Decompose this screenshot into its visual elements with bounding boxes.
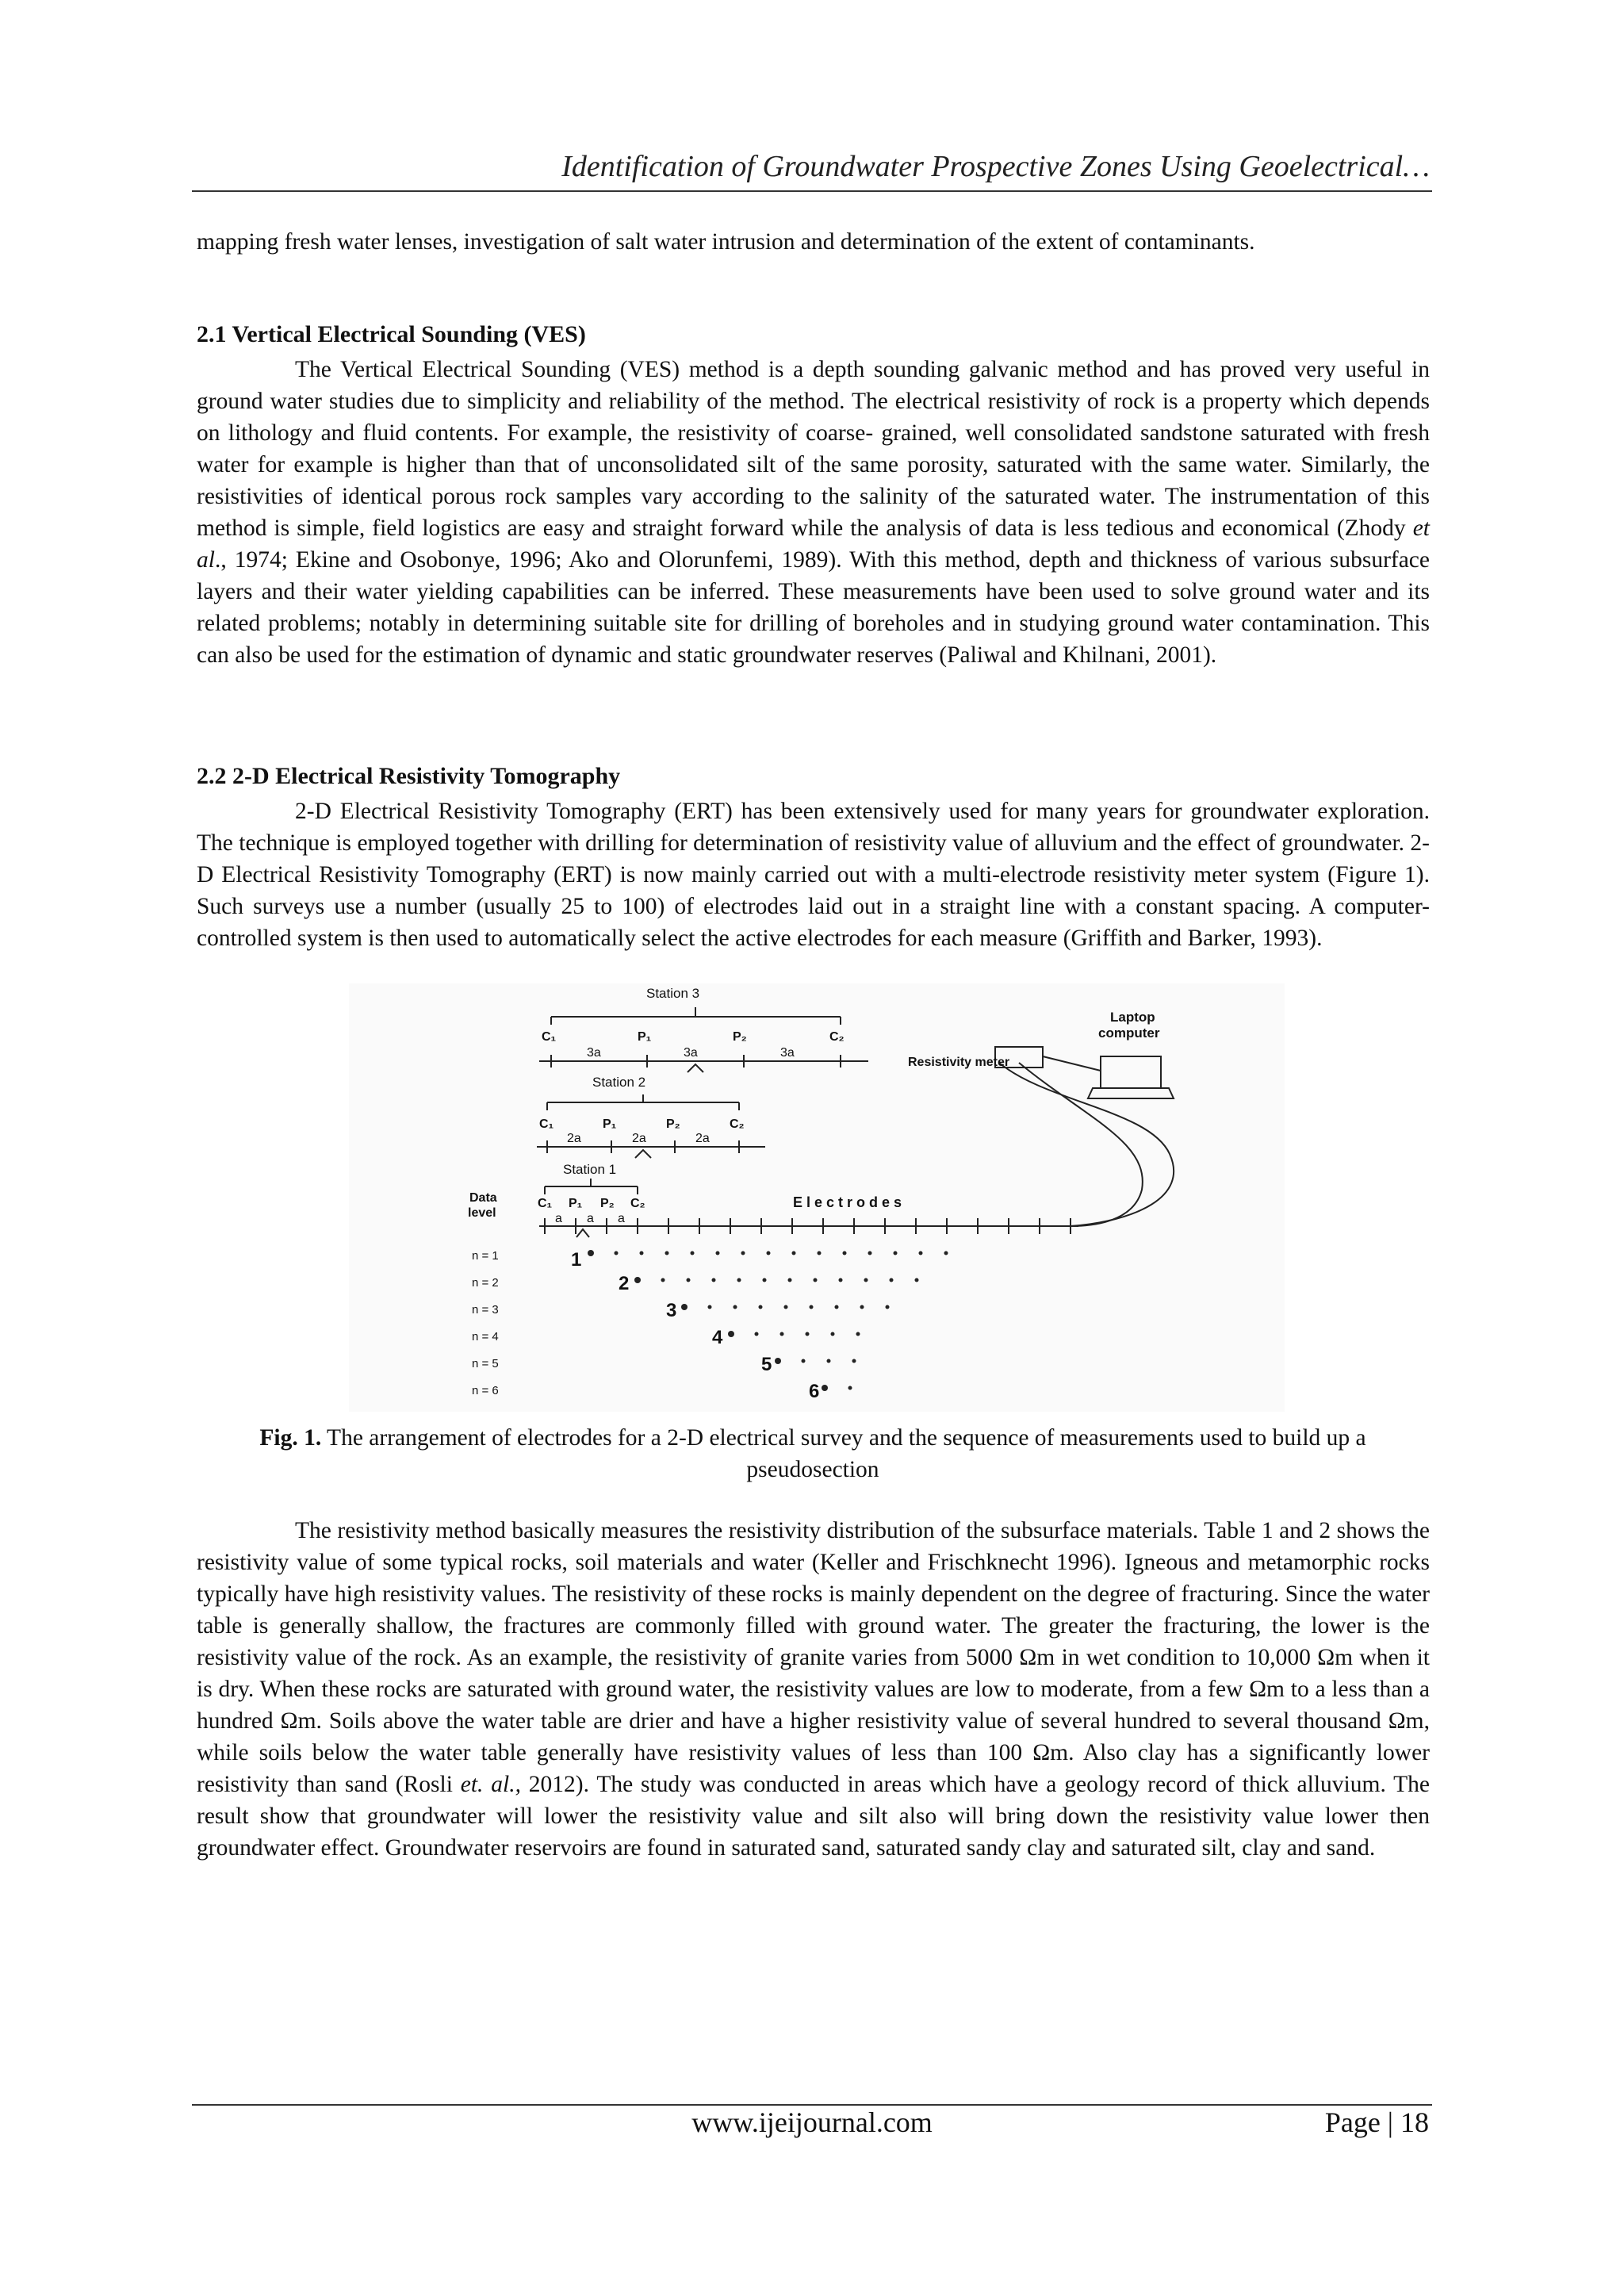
s1-c1: C₁ <box>538 1197 553 1210</box>
ves-text-italic: et al <box>197 516 1430 573</box>
pseudo-dot <box>864 1278 868 1282</box>
pseudo-dot <box>818 1251 822 1255</box>
pseudo-dot <box>886 1305 890 1309</box>
s1-space-3: a <box>618 1212 625 1225</box>
resistivity-paragraph <box>197 1515 1430 1864</box>
pseudo-dot <box>856 1332 860 1336</box>
section-2-2-heading: 2.2 2-D Electrical Resistivity Tomography <box>197 763 621 789</box>
pseudo-dot <box>728 1331 734 1337</box>
pseudo-dot <box>755 1332 759 1336</box>
pseudo-dot <box>894 1251 898 1255</box>
meter-label: Resistivity meter <box>908 1056 1010 1069</box>
s3-space-2: 3a <box>684 1046 698 1060</box>
level-n1: n = 1 <box>472 1249 499 1263</box>
marker-2: 2 <box>619 1273 630 1294</box>
running-header: Identification of Groundwater Prospective Zones Using Geoelectrical… <box>561 150 1430 183</box>
section-body-3 <box>197 1515 1430 1864</box>
pseudo-dot <box>661 1278 665 1282</box>
pseudo-dot <box>708 1305 712 1309</box>
ves-text-b: ., 1974; Ekine and Osobonye, 1996; Ako and Olorunfemi, 1989). With this method, depth and thickness of various subsurface layers and their water yielding capabilities can be inferred. These measurements have been used to solve ground water and its related problems; notably in determining suitable site for drilling of boreholes and in studying ground water contamination. This can also be used for the estimation of dynamic and static groundwater reserves (Paliwal and Khilnani, 2001). <box>197 547 1430 668</box>
page-number: Page | 18 <box>1324 2106 1429 2138</box>
pseudo-dot <box>814 1278 818 1282</box>
s2-p2: P₂ <box>666 1117 680 1131</box>
pseudo-dot <box>890 1278 894 1282</box>
station2-label: Station 2 <box>592 1075 646 1090</box>
pseudo-dot <box>775 1358 781 1364</box>
pseudo-dot <box>788 1278 792 1282</box>
level-n3: n = 3 <box>472 1303 499 1317</box>
s2-space-3: 2a <box>695 1132 710 1145</box>
marker-6: 6 <box>809 1381 820 1402</box>
level-n4: n = 4 <box>472 1330 499 1343</box>
pseudo-dot <box>810 1305 814 1309</box>
s3-c2: C₂ <box>829 1030 845 1044</box>
pseudo-dot <box>839 1278 843 1282</box>
ves-text-a: The Vertical Electrical Sounding (VES) method is a depth sounding galvanic method and has proved very useful in ground water studies due to simplicity and reliability of the method. The electrical resistivity of rock is a property which depends on lithology and fluid contents. For example, the resistivity of coarse- grained, well consolidated sandstone saturated with fresh water for example is higher than that of unconsolidated silt of the same porosity, saturated with the same water. Similarly, the resistivities of identical porous rock samples vary according to the salinity of the saturated water. The instrumentation of this method is simple, field logistics are easy and straight forward while the analysis of data is less tedious and economical (Zhody <box>197 357 1430 541</box>
figure-label: Fig. 1. <box>259 1425 322 1451</box>
s1-space-2: a <box>587 1212 594 1225</box>
s2-p1: P₁ <box>603 1117 617 1131</box>
pseudo-dot <box>691 1251 695 1255</box>
pseudo-dot <box>919 1251 923 1255</box>
para3-text-a: The resistivity method basically measures the resistivity distribution of the subsurface materials. Table 1 and 2 shows the resistivity value of some typical rocks, soil materials and water (Keller and Frischknecht 1996). Igneous and metamorphic rocks typically have high resistivity values. The resistivity of these rocks is mainly dependent on the degree of fracturing. Since the water table is generally shallow, the fractures are commonly filled with ground water. The greater the fracturing, the lower is the resistivity value of the rock. As an example, the resistivity of granite varies from 5000 Ωm in wet condition to 10,000 Ωm when it is dry. When these rocks are saturated with ground water, the resistivity values are low to moderate, from a few Ωm to a less than a hundred Ωm. Soils above the water table are drier and have a higher resistivity value of several hundred to several thousand Ωm, while soils below the water table generally have resistivity values of less than 100 Ωm. Also clay has a significantly lower resistivity than sand (Rosli <box>197 1518 1430 1797</box>
pseudo-dot <box>860 1305 864 1309</box>
s2-space-2: 2a <box>632 1132 646 1145</box>
pseudo-dot <box>634 1277 641 1283</box>
pseudo-dot <box>843 1251 847 1255</box>
s2-space-1: 2a <box>567 1132 581 1145</box>
pseudo-dot <box>763 1278 767 1282</box>
s3-c1: C₁ <box>542 1030 557 1044</box>
pseudo-dot <box>831 1332 835 1336</box>
s3-space-1: 3a <box>587 1046 601 1060</box>
pseudo-dot <box>759 1305 763 1309</box>
laptop-label: Laptop <box>1110 1010 1155 1025</box>
footer-url: www.ijeijournal.com <box>691 2106 933 2138</box>
ves-paragraph <box>197 354 1430 671</box>
marker-4: 4 <box>712 1327 723 1348</box>
para3-text-b: 2012). The study was conducted in areas which have a geology record of thick alluvium. The result show that groundwater will lower the resistivity value and silt also will bring down the resistivity value lower then groundwater effect. Groundwater reservoirs are found in saturated sand, saturated sandy clay and saturated silt, clay and sand. <box>197 1772 1430 1861</box>
figure-caption <box>222 1422 1404 1485</box>
s2-c2: C₂ <box>730 1117 745 1131</box>
s1-p2: P₂ <box>600 1197 615 1210</box>
pseudo-dot <box>737 1278 741 1282</box>
figure-caption-text: The arrangement of electrodes for a 2-D electrical survey and the sequence of measurements used to build up a pseudosection <box>321 1425 1366 1482</box>
pseudo-dot <box>741 1251 745 1255</box>
pseudo-dot <box>681 1304 688 1310</box>
pseudo-dot <box>780 1332 784 1336</box>
pseudo-dot <box>848 1386 852 1390</box>
ert-paragraph: 2-D Electrical Resistivity Tomography (ERT) has been extensively used for many years for groundwater exploration. The technique is employed together with drilling for determination of resistivity value of alluvium and the effect of groundwater. 2-D Electrical Resistivity Tomography (ERT) is now mainly carried out with a multi-electrode resistivity meter system (Figure 1). Such surveys use a number (usually 25 to 100) of electrodes laid out in a straight line with a constant spacing. A computer-controlled system is then used to automatically select the active electrodes for each measure (Griffith and Barker, 1993). <box>197 799 1430 951</box>
s1-c2: C₂ <box>630 1197 645 1210</box>
pseudo-dot <box>767 1251 771 1255</box>
pseudo-dot <box>792 1251 796 1255</box>
para3-text-italic: et. al., <box>460 1772 521 1797</box>
section-2-1-heading: 2.1 Vertical Electrical Sounding (VES) <box>197 321 586 347</box>
pseudo-dot <box>835 1305 839 1309</box>
s3-p1: P₁ <box>638 1030 652 1044</box>
s2-c1: C₁ <box>539 1117 554 1131</box>
electrodes-label: E l e c t r o d e s <box>793 1194 902 1210</box>
pseudo-dot <box>640 1251 644 1255</box>
station1-label: Station 1 <box>563 1162 617 1177</box>
computer-label: computer <box>1098 1025 1160 1041</box>
pseudo-dot <box>802 1359 806 1363</box>
pseudo-dot <box>944 1251 948 1255</box>
pseudo-dot <box>827 1359 831 1363</box>
section-2-2-body <box>197 795 1430 954</box>
pseudo-dot <box>915 1278 919 1282</box>
pseudo-dot <box>716 1251 720 1255</box>
pseudo-dot <box>733 1305 737 1309</box>
s1-space-1: a <box>555 1212 562 1225</box>
s3-p2: P₂ <box>733 1030 747 1044</box>
intro-text: mapping fresh water lenses, investigation of salt water intrusion and determination of the extent of contaminants. <box>197 229 1255 255</box>
level-n6: n = 6 <box>472 1384 499 1397</box>
marker-1: 1 <box>571 1249 582 1271</box>
marker-5: 5 <box>761 1354 772 1375</box>
pseudo-dot <box>868 1251 872 1255</box>
marker-3: 3 <box>666 1300 677 1321</box>
pseudo-dot <box>784 1305 788 1309</box>
data-label: Data <box>469 1191 497 1205</box>
level-n2: n = 2 <box>472 1276 499 1290</box>
pseudo-dot <box>588 1250 594 1256</box>
pseudo-dot <box>665 1251 669 1255</box>
pseudo-dot <box>615 1251 619 1255</box>
pseudo-dot <box>687 1278 691 1282</box>
station3-label: Station 3 <box>646 986 700 1001</box>
level-n5: n = 5 <box>472 1357 499 1370</box>
section-2-1-body <box>197 354 1430 671</box>
figure-1 <box>349 983 1285 1412</box>
pseudo-dot <box>822 1385 828 1391</box>
pseudo-dot <box>806 1332 810 1336</box>
header-rule <box>192 190 1432 192</box>
s1-p1: P₁ <box>569 1197 583 1210</box>
pseudo-dot <box>712 1278 716 1282</box>
pseudo-dot <box>852 1359 856 1363</box>
intro-paragraph <box>197 226 1430 258</box>
level-label: level <box>468 1206 496 1220</box>
s3-space-3: 3a <box>780 1046 795 1060</box>
